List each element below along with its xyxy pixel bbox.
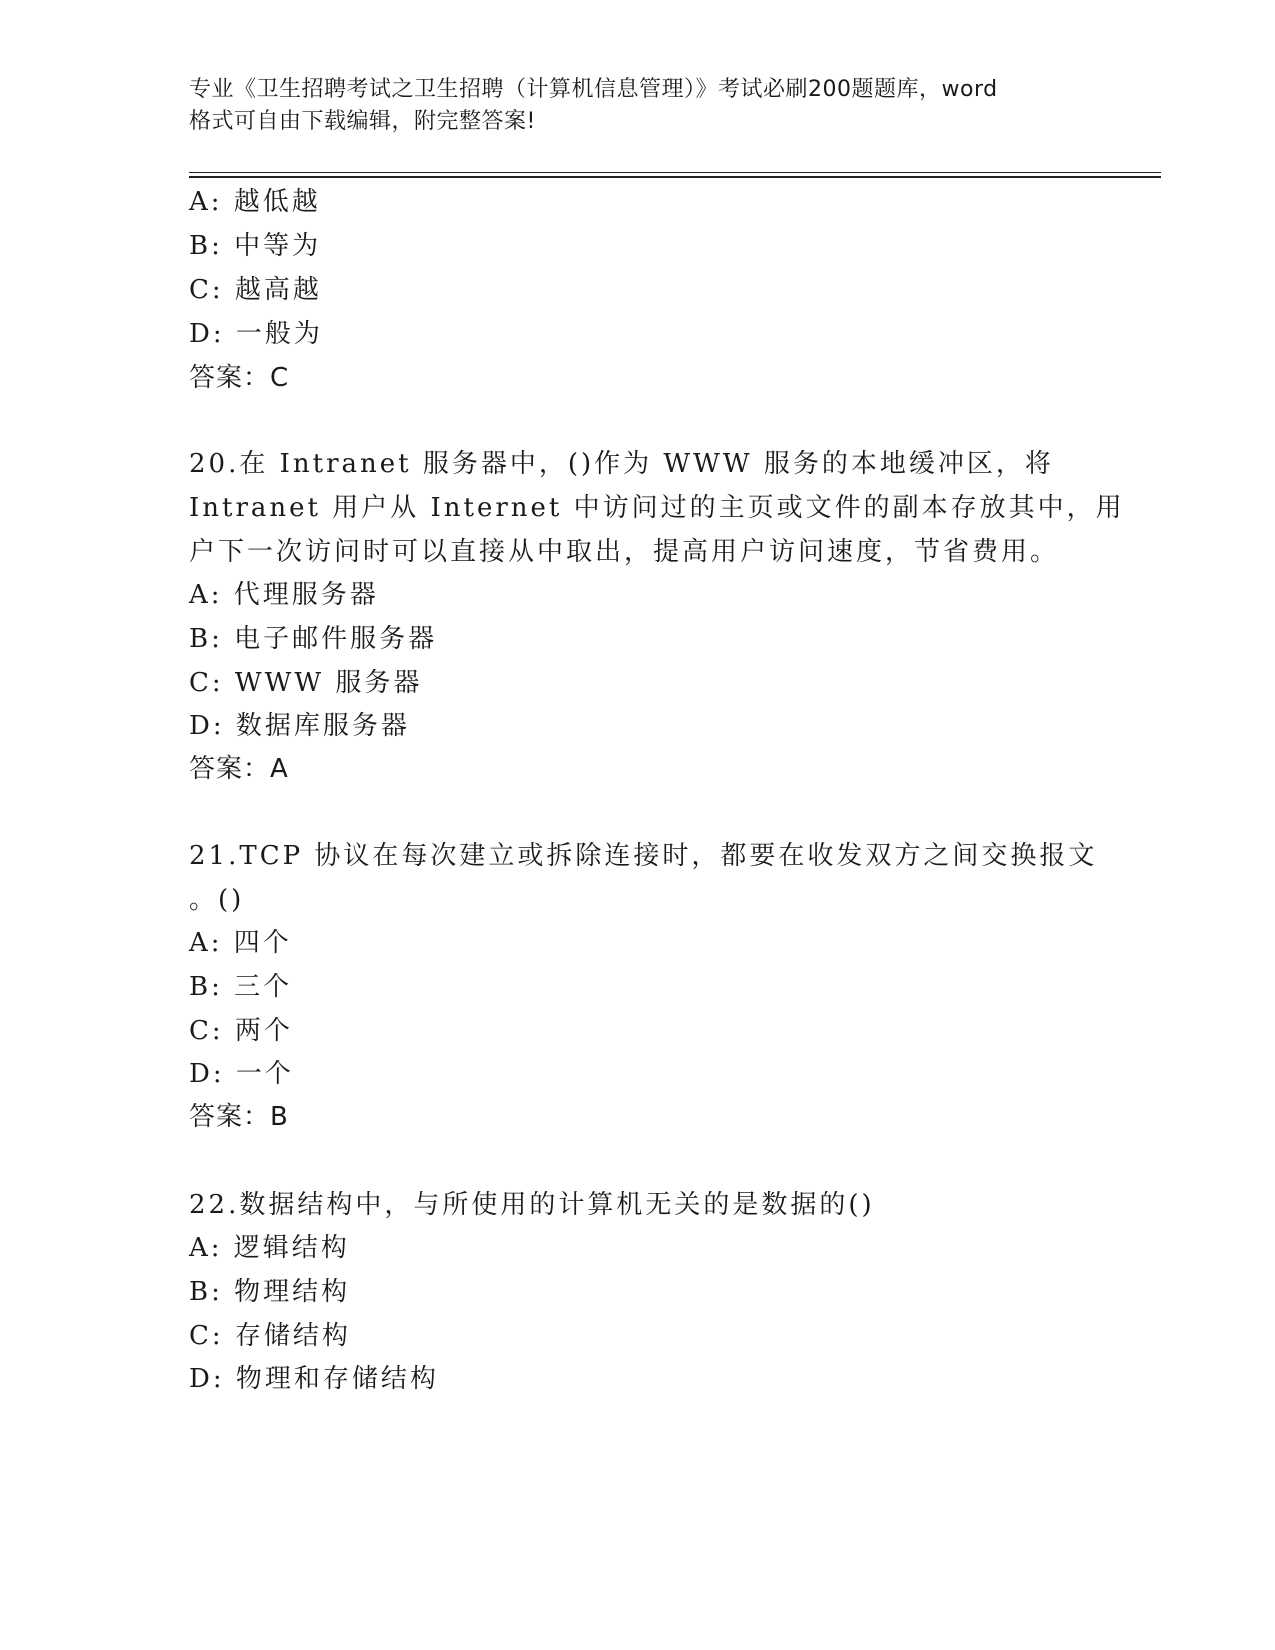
q21-option-d: D: 一个 bbox=[189, 1059, 294, 1089]
q21-text-line-1: 21.TCP 协议在每次建立或拆除连接时，都要在收发双方之间交换报文 bbox=[189, 841, 1098, 871]
q21-text-line-2: 。() bbox=[189, 885, 245, 915]
q20-option-d: D: 数据库服务器 bbox=[189, 711, 410, 741]
q20-text-line-3: 户下一次访问时可以直接从中取出，提高用户访问速度，节省费用。 bbox=[189, 537, 1060, 567]
q20-option-a: A: 代理服务器 bbox=[189, 580, 379, 610]
q20-text-line-2: Intranet 用户从 Internet 中访问过的主页或文件的副本存放其中，用 bbox=[189, 493, 1125, 523]
q22-option-c: C: 存储结构 bbox=[189, 1321, 351, 1351]
header-title-line-2: 格式可自由下载编辑，附完整答案! bbox=[189, 109, 536, 134]
q22-option-d: D: 物理和存储结构 bbox=[189, 1364, 439, 1394]
q22-text-line-1: 22.数据结构中，与所使用的计算机无关的是数据的() bbox=[189, 1190, 875, 1220]
prev-option-b: B: 中等为 bbox=[189, 231, 322, 261]
prev-option-d: D: 一般为 bbox=[189, 319, 323, 349]
q20-option-c: C: WWW 服务器 bbox=[189, 668, 423, 698]
q22-option-b: B: 物理结构 bbox=[189, 1277, 351, 1307]
q22-option-a: A: 逻辑结构 bbox=[189, 1233, 350, 1263]
q21-option-c: C: 两个 bbox=[189, 1016, 293, 1046]
document-header bbox=[189, 74, 1089, 138]
q20-option-b: B: 电子邮件服务器 bbox=[189, 624, 438, 654]
q21-option-b: B: 三个 bbox=[189, 972, 293, 1002]
header-divider-thin bbox=[189, 172, 1161, 173]
prev-option-a: A: 越低越 bbox=[189, 187, 321, 217]
header-divider-thick bbox=[189, 176, 1161, 178]
header-title-line-1: 专业《卫生招聘考试之卫生招聘（计算机信息管理）》考试必刷200题题库，word bbox=[189, 77, 998, 102]
q20-answer: 答案：A bbox=[189, 754, 289, 784]
q21-answer: 答案：B bbox=[189, 1102, 289, 1132]
q21-option-a: A: 四个 bbox=[189, 928, 292, 958]
prev-answer: 答案：C bbox=[189, 363, 290, 393]
q20-text-line-1: 20.在 Intranet 服务器中，()作为 WWW 服务的本地缓冲区，将 bbox=[189, 449, 1054, 479]
prev-option-c: C: 越高越 bbox=[189, 275, 322, 305]
